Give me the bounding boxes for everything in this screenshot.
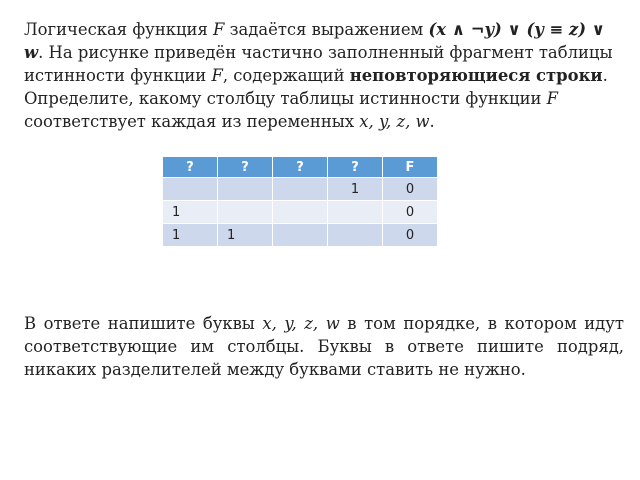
- table-cell: [328, 201, 383, 224]
- table-cell: [273, 201, 328, 224]
- function-name: F: [213, 20, 225, 39]
- function-name: F: [211, 66, 223, 85]
- table-cell: [218, 201, 273, 224]
- text-span: в том порядке, в котором идут соответствующие им столбцы. Буквы в ответе пишите подряд, никаких разделителей между буквами ставить не нужно.: [24, 314, 624, 379]
- table-cell: [273, 224, 328, 247]
- text-span: .: [429, 112, 435, 131]
- variable-list: x, y, z, w: [359, 112, 430, 131]
- header-cell: F: [383, 157, 438, 178]
- answer-instructions: [24, 312, 624, 381]
- table-cell: [218, 178, 273, 201]
- header-cell: ?: [328, 157, 383, 178]
- text-span: . На рисунке приведён частично заполненный фрагмент таблицы истинности функции: [24, 43, 613, 85]
- table-cell: 1: [328, 178, 383, 201]
- text-span: задаётся выражением: [224, 20, 429, 39]
- text-span: В ответе напишите буквы: [24, 314, 263, 333]
- function-name: F: [546, 89, 559, 108]
- task-description: [24, 18, 624, 133]
- logical-expression: (x ∧ ¬y) ∨ (y ≡ z) ∨ w: [24, 20, 605, 62]
- table-cell: [328, 224, 383, 247]
- text-span: . Определите, какому столбцу таблицы истинности функции: [24, 66, 608, 108]
- table-cell: 1: [218, 224, 273, 247]
- table-row: [163, 224, 438, 247]
- table-cell: 0: [383, 224, 438, 247]
- table-row: [163, 178, 438, 201]
- emphasis-text: неповторяющиеся строки: [349, 66, 603, 85]
- text-span: соответствует каждая из переменных: [24, 112, 360, 131]
- text-span: , содержащий: [222, 66, 350, 85]
- header-cell: ?: [218, 157, 273, 178]
- table-cell: 0: [383, 178, 438, 201]
- text-span: Логическая функция: [24, 20, 213, 39]
- table-cell: 1: [163, 224, 218, 247]
- table-header-row: [163, 157, 438, 178]
- table-row: [163, 201, 438, 224]
- header-cell: ?: [163, 157, 218, 178]
- table-cell: 1: [163, 201, 218, 224]
- table-cell: 0: [383, 201, 438, 224]
- truth-table: [162, 156, 438, 247]
- table-cell: [163, 178, 218, 201]
- table-cell: [273, 178, 328, 201]
- header-cell: ?: [273, 157, 328, 178]
- variable-list: x, y, z, w: [262, 314, 340, 333]
